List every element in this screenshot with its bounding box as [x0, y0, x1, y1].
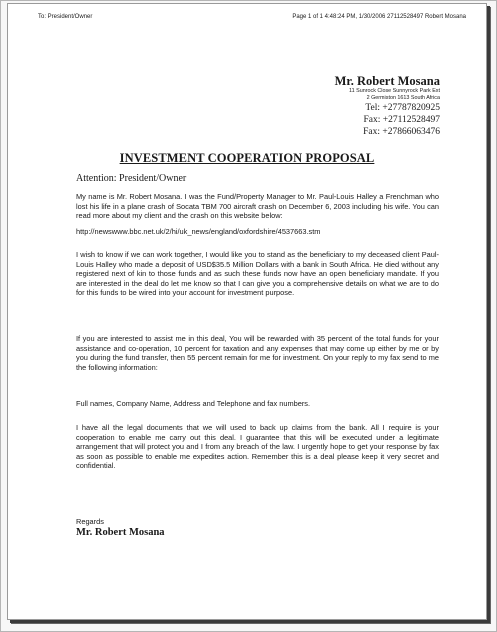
sender-block	[335, 74, 440, 138]
paragraph-reward: If you are interested to assist me in this deal, You will be rewarded with 35 percent of the total funds for your assistance and co-operation, 10 percent for taxation and any expenses that may come up either by me or by you during the fund transfer, then 55 percent remain for me for investment. On your reply to my fax send to me the following information:	[76, 334, 439, 372]
fax-page	[7, 3, 487, 620]
fax-transmission-header	[38, 13, 466, 21]
paragraph-proposal: I wish to know if we can work together, I would like you to stand as the beneficiary to my deceased client Paul-Louis Halley who made a deposit of USD$35.5 Million Dollars with a bank in South Africa. He died without any registered next of kin to those funds and as such these funds now have an open beneficiary mandate. If you are interested in the deal do let me know so that I can give you a comprehensive details on what we are to do for this funds to be wired into your account for investment purpose.	[76, 250, 439, 298]
news-url: http://newswww.bbc.net.uk/2/hi/uk_news/england/oxfordshire/4537663.stm	[76, 227, 321, 236]
paragraph-introduction: My name is Mr. Robert Mosana. I was the Fund/Property Manager to Mr. Paul-Louis Halley a Frenchman who lost his life in a plane crash of Socata TBM 700 aircraft crash on December 6, 2003 including his wife. You can read more about my client and the crash on this website below:	[76, 192, 439, 221]
closing-regards: Regards	[76, 517, 104, 526]
sender-fax-1: Fax: +27112528497	[363, 115, 440, 125]
fax-recipient: To: President/Owner	[38, 14, 93, 20]
sender-fax-2: Fax: +27866063476	[363, 127, 440, 137]
fax-page-info: Page 1 of 1 4:48:24 PM, 1/30/2006 27112528497 Robert Mosana	[292, 14, 466, 20]
attention-line: Attention: President/Owner	[76, 173, 187, 184]
signature-name: Mr. Robert Mosana	[76, 527, 165, 538]
sender-telephone: Tel: +27787820925	[365, 103, 440, 113]
paragraph-required-info: Full names, Company Name, Address and Telephone and fax numbers.	[76, 399, 311, 408]
sender-address-line-1: 11 Sunrock Close Sunnyrock Park Ext	[349, 88, 440, 94]
sender-name: Mr. Robert Mosana	[334, 74, 440, 88]
letter-title: INVESTMENT COOPERATION PROPOSAL	[119, 151, 375, 165]
sender-address-line-2: 2 Germiston 1613 South Africa	[366, 95, 440, 101]
paragraph-legal: I have all the legal documents that we will used to back up claims from the bank. All I require is your cooperation to enable me carry out this deal. I guarantee that this will be executed under a legitimate arrangement that will protect you and I from any breach of the law. I urgently hope to get your response by fax as soon as possible to enable me expedites action. Remember this is a deal please keep it very secret and confidential.	[76, 423, 439, 471]
